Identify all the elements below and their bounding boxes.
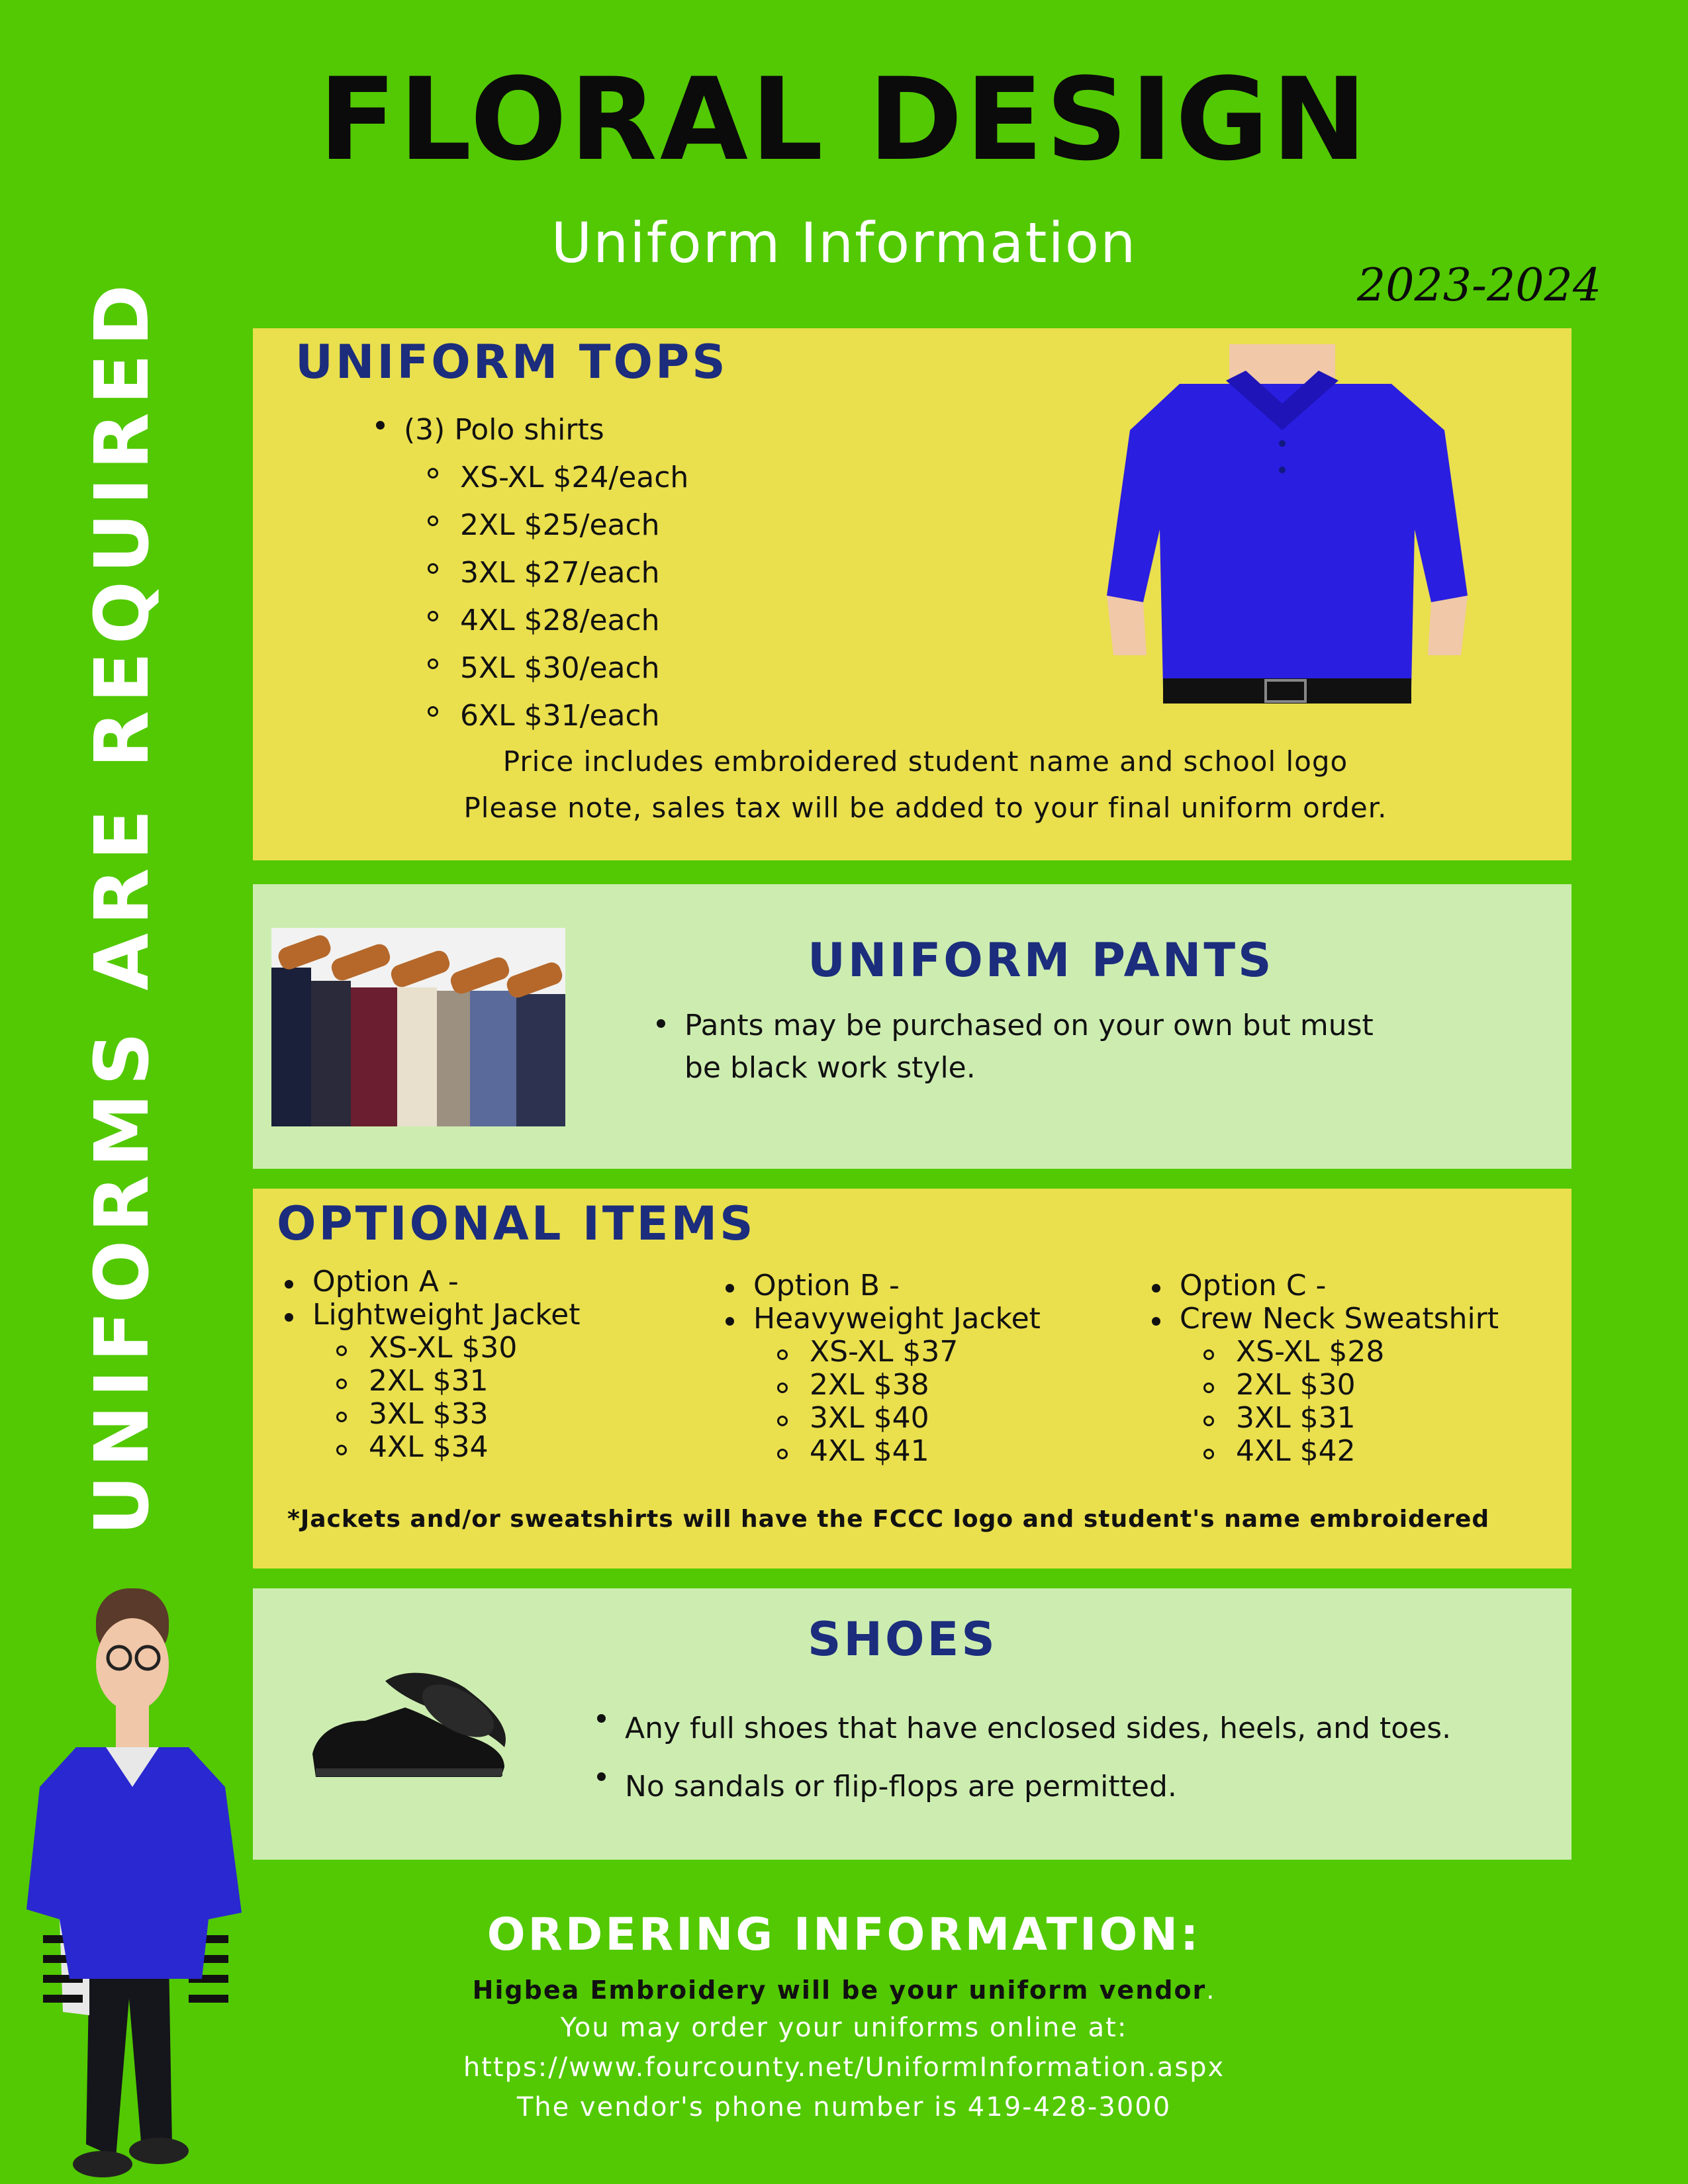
uniform-tops-panel <box>253 328 1571 860</box>
list-item: Heavyweight Jacket <box>720 1302 1041 1336</box>
list-item: 3XL $33 <box>279 1398 581 1431</box>
list-item: (3) Polo shirts <box>371 406 688 454</box>
polo-shirt-image <box>1100 344 1471 721</box>
uniform-pants-panel <box>253 884 1571 1169</box>
shoes-heading: SHOES <box>808 1612 998 1666</box>
page-title: FLORAL DESIGN <box>318 53 1370 186</box>
uniform-tops-heading: UNIFORM TOPS <box>295 335 728 389</box>
list-item: 4XL $34 <box>279 1431 581 1464</box>
option-a-list <box>279 1265 581 1464</box>
pants-line-1: Pants may be purchased on your own but must <box>684 1009 1374 1042</box>
page-subtitle: Uniform Information <box>551 210 1137 275</box>
list-item: 4XL $42 <box>1147 1435 1499 1468</box>
vendor-text: Higbea Embroidery will be your uniform vendor <box>472 1976 1207 2005</box>
list-item: 5XL $30/each <box>371 645 688 692</box>
ordering-heading: ORDERING INFORMATION: <box>487 1909 1201 1961</box>
uniform-pants-heading: UNIFORM PANTS <box>808 933 1274 987</box>
list-item: 2XL $30 <box>1147 1369 1499 1402</box>
student-photo <box>23 1549 242 2177</box>
option-c-list <box>1147 1269 1499 1468</box>
optional-items-panel <box>253 1189 1571 1569</box>
list-item: 2XL $31 <box>279 1365 581 1398</box>
uniform-pants-list <box>651 1005 1374 1089</box>
option-b-list <box>720 1269 1041 1468</box>
list-item: 3XL $27/each <box>371 549 688 597</box>
list-item: 4XL $41 <box>720 1435 1041 1468</box>
shoes-panel <box>253 1588 1571 1860</box>
list-item: XS-XL $30 <box>279 1332 581 1365</box>
list-item: Lightweight Jacket <box>279 1298 581 1332</box>
list-item: Option C - <box>1147 1269 1499 1302</box>
list-item <box>651 1005 1374 1089</box>
black-sneakers-image <box>306 1655 518 1787</box>
list-item: 2XL $25/each <box>371 502 688 549</box>
pants-line-2: be black work style. <box>684 1051 976 1085</box>
ordering-online-text: You may order your uniforms online at: <box>560 2013 1128 2043</box>
list-item: 4XL $28/each <box>371 597 688 645</box>
list-item: Crew Neck Sweatshirt <box>1147 1302 1499 1336</box>
list-item: XS-XL $24/each <box>371 454 688 502</box>
list-item: XS-XL $28 <box>1147 1336 1499 1369</box>
list-item: Any full shoes that have enclosed sides, heels, and toes. <box>592 1700 1451 1758</box>
list-item: 3XL $31 <box>1147 1402 1499 1435</box>
tops-note-tax: Please note, sales tax will be added to your final uniform order. <box>463 792 1387 824</box>
list-item: Option B - <box>720 1269 1041 1302</box>
list-item: 3XL $40 <box>720 1402 1041 1435</box>
list-item: No sandals or flip-flops are permitted. <box>592 1758 1451 1816</box>
side-banner: UNIFORMS ARE REQUIRED <box>79 276 165 1535</box>
list-item: 6XL $31/each <box>371 692 688 740</box>
school-year: 2023-2024 <box>1357 259 1602 312</box>
optional-items-heading: OPTIONAL ITEMS <box>277 1197 756 1251</box>
ordering-phone: The vendor's phone number is 419-428-3000 <box>516 2092 1172 2122</box>
list-item: Option A - <box>279 1265 581 1298</box>
ordering-url-link[interactable]: https://www.fourcounty.net/UniformInformation.aspx <box>463 2052 1225 2083</box>
tops-note-embroidery: Price includes embroidered student name and school logo <box>502 745 1348 778</box>
pants-hangers-image <box>271 928 565 1126</box>
list-item: 2XL $38 <box>720 1369 1041 1402</box>
optional-items-note: *Jackets and/or sweatshirts will have the FCCC logo and student's name embroidered <box>287 1506 1490 1533</box>
list-item: XS-XL $37 <box>720 1336 1041 1369</box>
ordering-vendor: Higbea Embroidery will be your uniform vendor. <box>472 1976 1216 2005</box>
uniform-tops-list <box>371 406 688 740</box>
shoes-list <box>592 1700 1451 1816</box>
